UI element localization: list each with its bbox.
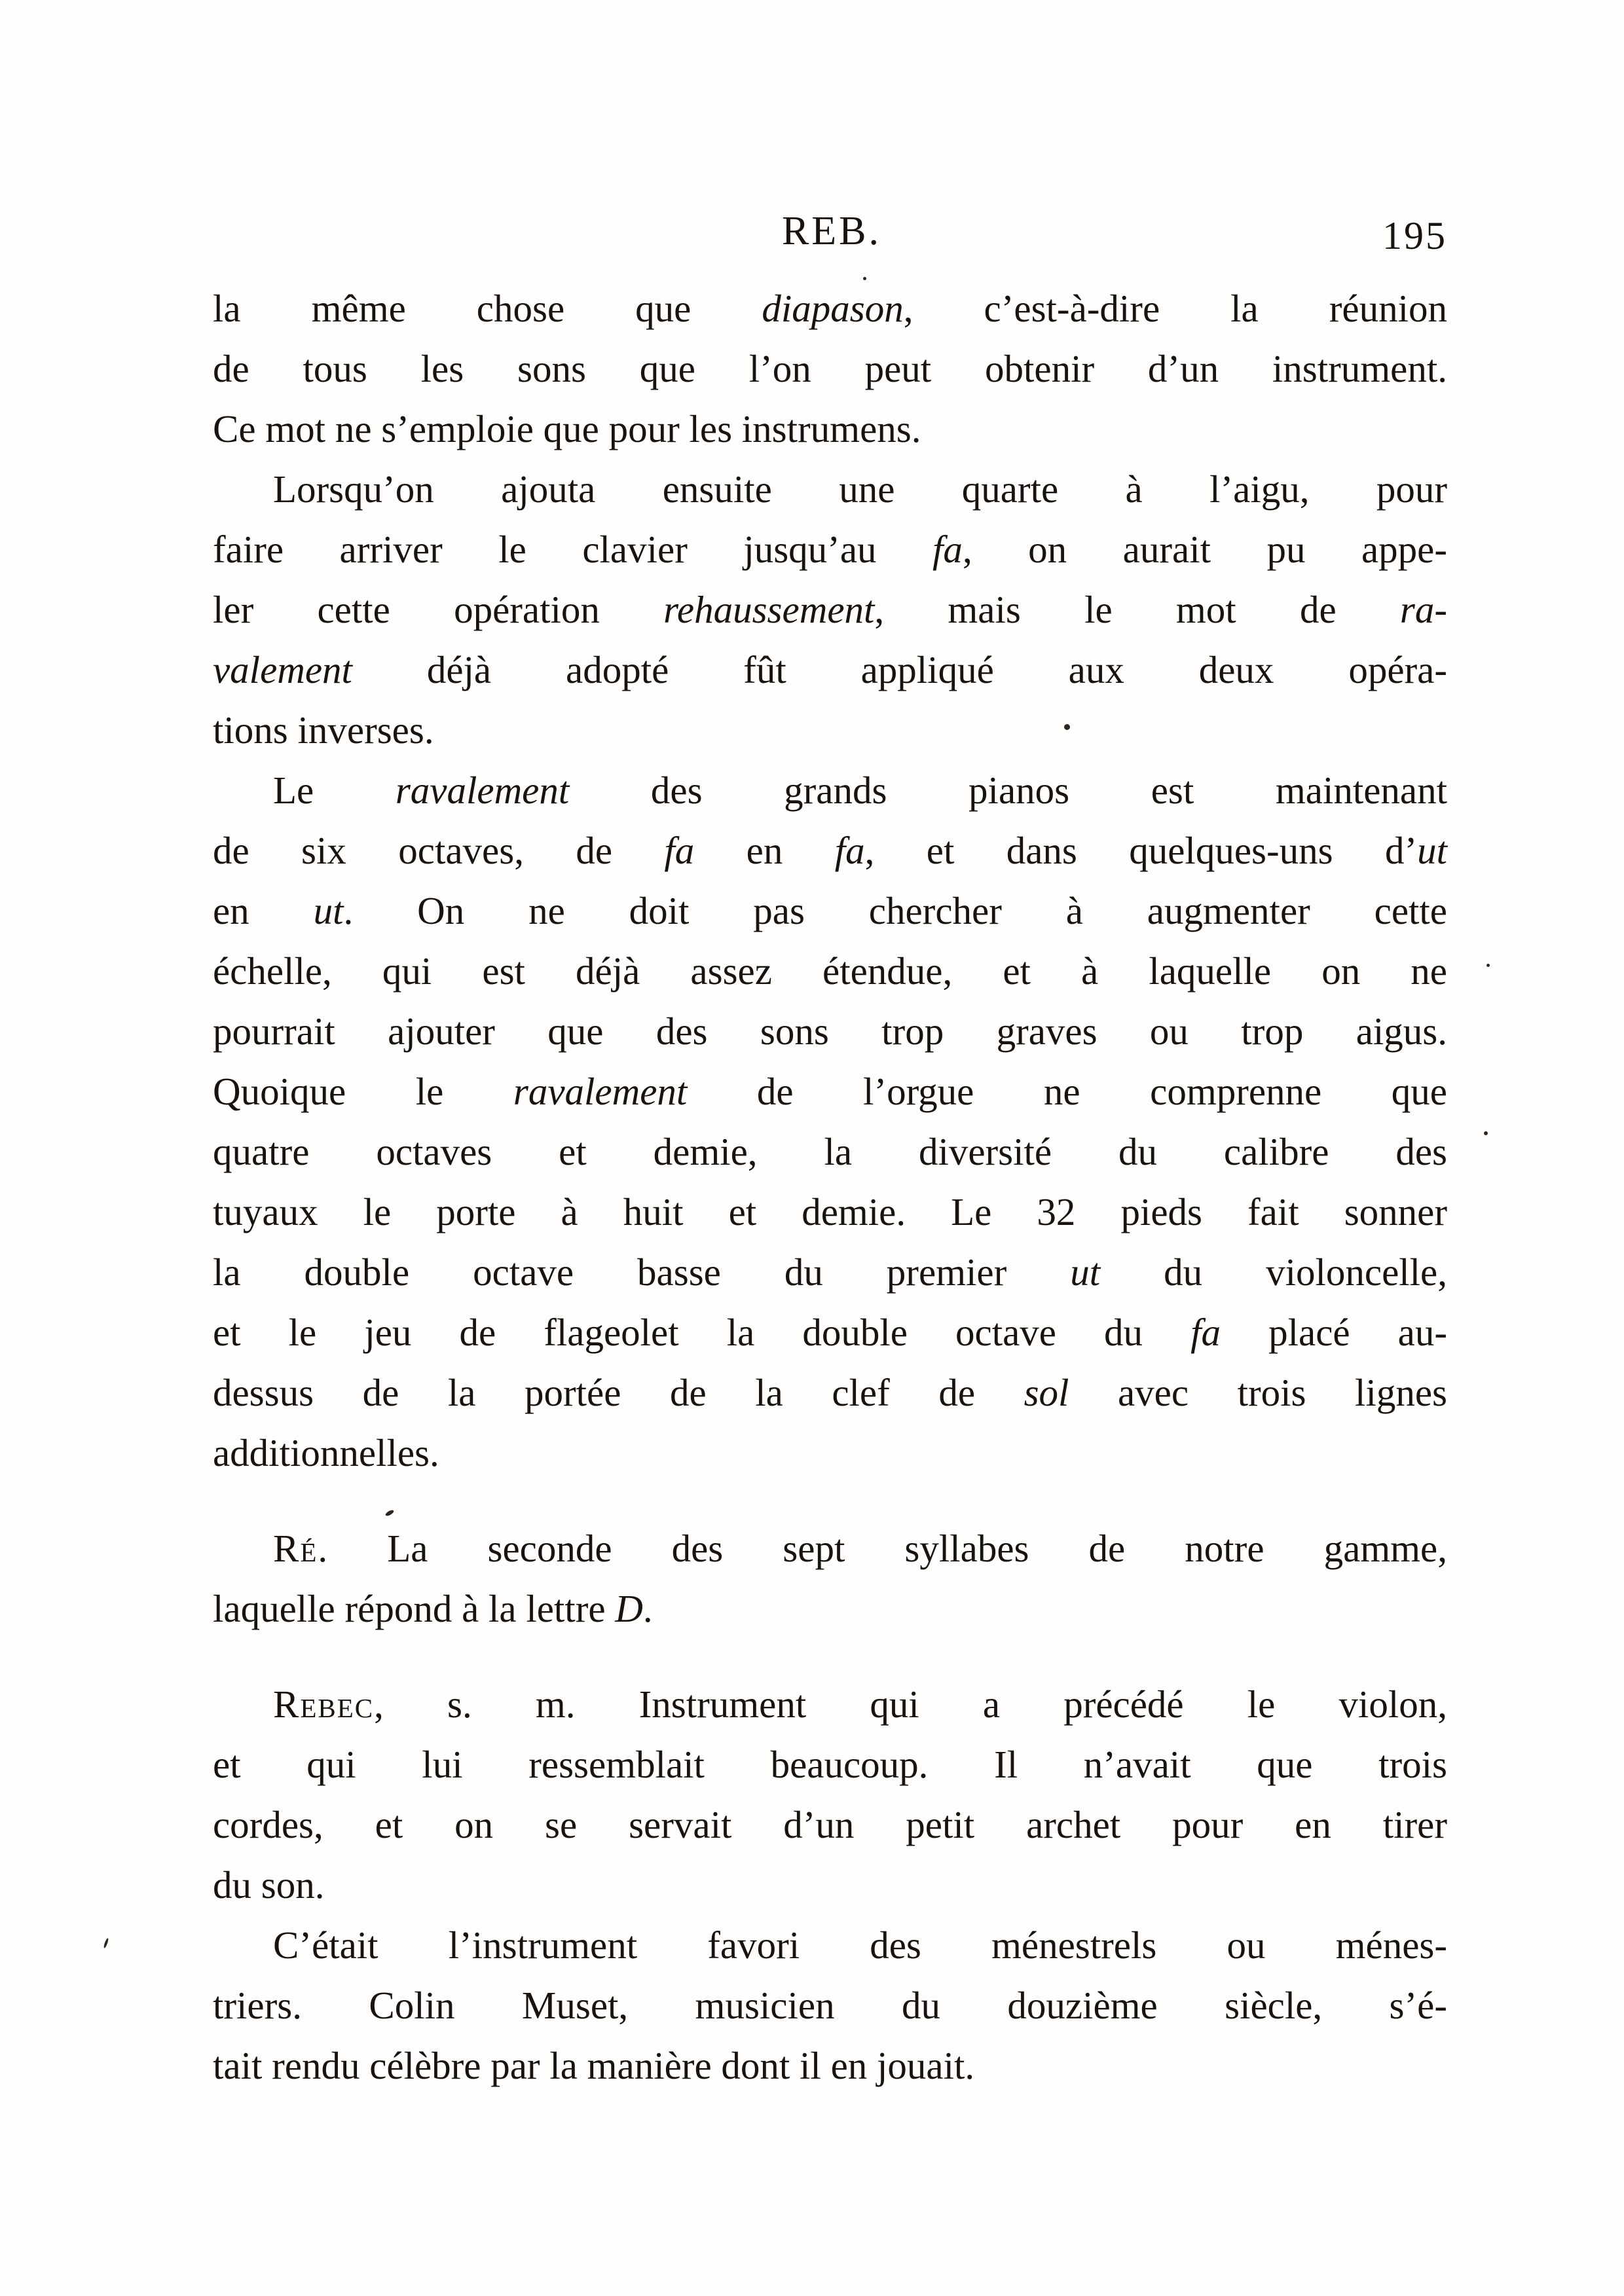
text-line [213,881,1447,941]
text-run: de tous les sons que l’on peut obtenir d’un instrument. [213,347,1447,390]
italic-term: ut [1070,1250,1101,1294]
text-run: du violoncelle, [1100,1250,1447,1294]
text-run: Le [273,769,396,812]
entry-headword: Rebec [273,1683,375,1726]
text-line [213,1578,1447,1639]
text-run: , et dans quelques-uns d’ [864,829,1418,872]
text-line [213,1001,1447,1061]
text-run: dessus de la portée de la clef de [213,1371,1024,1414]
text-run: Ce mot ne s’emploie que pour les instrumens. [213,407,921,450]
text-run: de six octaves, de [213,829,665,872]
text-line [213,1734,1447,1795]
text-run: la double octave basse du premier [213,1250,1071,1294]
text-line [213,1061,1447,1121]
italic-term: fa [932,528,963,571]
scan-speck [103,1938,109,1948]
text-run: . [642,1587,653,1630]
text-run: placé au- [1221,1311,1447,1354]
text-run: . La seconde des sept syllabes de notre gamme, [318,1527,1447,1570]
text-line [213,820,1447,881]
text-run: additionnelles. [213,1431,439,1474]
text-run: pourrait ajouter que des sons trop graves ou trop aigus. [213,1010,1447,1053]
text-line [213,700,1447,760]
scan-speck [863,277,866,280]
text-run: échelle, qui est déjà assez étendue, et à laquelle on ne [213,949,1447,993]
text-line [213,278,1447,338]
text-line [213,760,1447,820]
text-line [213,1182,1447,1242]
text-line [213,1975,1447,2035]
text-line [213,1121,1447,1182]
paragraph-gap [213,1639,1447,1674]
italic-term: D [615,1587,643,1630]
text-line [213,1674,1447,1734]
text-run: cordes, et on se servait d’un petit archet pour en tirer [213,1803,1447,1846]
text-run: laquelle répond à la lettre [213,1587,616,1630]
text-run: Lorsqu’on ajouta ensuite une quarte à l’aigu, pour [273,467,1447,511]
text-run: , c’est-à-dire la réunion [903,287,1448,330]
text-line [213,1423,1447,1483]
text-line [213,2035,1447,2096]
text-run: faire arriver le clavier jusqu’au [213,528,933,571]
text-run: tuyaux le porte à huit et demie. Le 32 pieds fait sonner [213,1190,1447,1233]
text-run: tions inverses. [213,708,434,752]
text-line [213,1518,1447,1578]
italic-term: ra- [1399,588,1447,631]
text-line [213,941,1447,1001]
scan-speck [1484,1131,1488,1135]
text-line [213,338,1447,399]
text-line [213,1362,1447,1423]
text-run: de l’orgue ne comprenne que [687,1070,1447,1113]
text-run: déjà adopté fût appliqué aux deux opéra- [352,648,1447,691]
text-run: et qui lui ressemblait beaucoup. Il n’avait que trois [213,1743,1447,1786]
text-run: , mais le mot de [874,588,1400,631]
text-run: triers. Colin Muset, musicien du douzième siècle, s’é- [213,1984,1447,2027]
text-line [213,1855,1447,1915]
text-line [213,579,1447,640]
text-run: en [694,829,835,872]
italic-term: sol [1024,1371,1069,1414]
italic-term: fa [664,829,695,872]
italic-term: rehaussement [663,588,875,631]
text-run: des grands pianos est maintenant [569,769,1447,812]
text-run: quatre octaves et demie, la diversité du calibre des [213,1130,1447,1173]
head-word: REB. [781,209,882,253]
text-line [213,1242,1447,1302]
scan-speck [1486,964,1490,967]
italic-term: ravalement [395,769,570,812]
text-line [213,1795,1447,1855]
italic-term: ut [313,889,344,932]
italic-term: fa [1190,1311,1221,1354]
text-run: ler cette opération [213,588,664,631]
text-run: . On ne doit pas chercher à augmenter cette [343,889,1447,932]
paragraph-gap [213,1483,1447,1518]
text-run: avec trois lignes [1069,1371,1447,1414]
text-run: , on aurait pu appe- [962,528,1448,571]
italic-term: valement [213,648,352,691]
italic-term: ut [1417,829,1447,872]
text-run: Quoique le [213,1070,513,1113]
text-run: en [213,889,314,932]
italic-term: ravalement [513,1070,688,1113]
scan-speck [1064,724,1070,730]
text-line [213,399,1447,459]
body-text [213,278,1447,2096]
text-line [213,640,1447,700]
text-line [213,1302,1447,1362]
running-head [216,208,1447,257]
text-run: et le jeu de flageolet la double octave du [213,1311,1191,1354]
text-run: du son. [213,1863,325,1906]
italic-term: diapason [762,287,904,330]
text-line [213,459,1447,519]
text-line [213,1915,1447,1975]
text-run: la même chose que [213,287,762,330]
text-run: , s. m. Instrument qui a précédé le violon, [374,1683,1447,1726]
italic-term: fa [834,829,865,872]
text-run: C’était l’instrument favori des ménestrels ou ménes- [273,1923,1447,1967]
text-line [213,519,1447,579]
page-number: 195 [1382,214,1447,257]
entry-headword: Ré [273,1527,318,1570]
text-run: tait rendu célèbre par la manière dont il en jouait. [213,2044,975,2087]
